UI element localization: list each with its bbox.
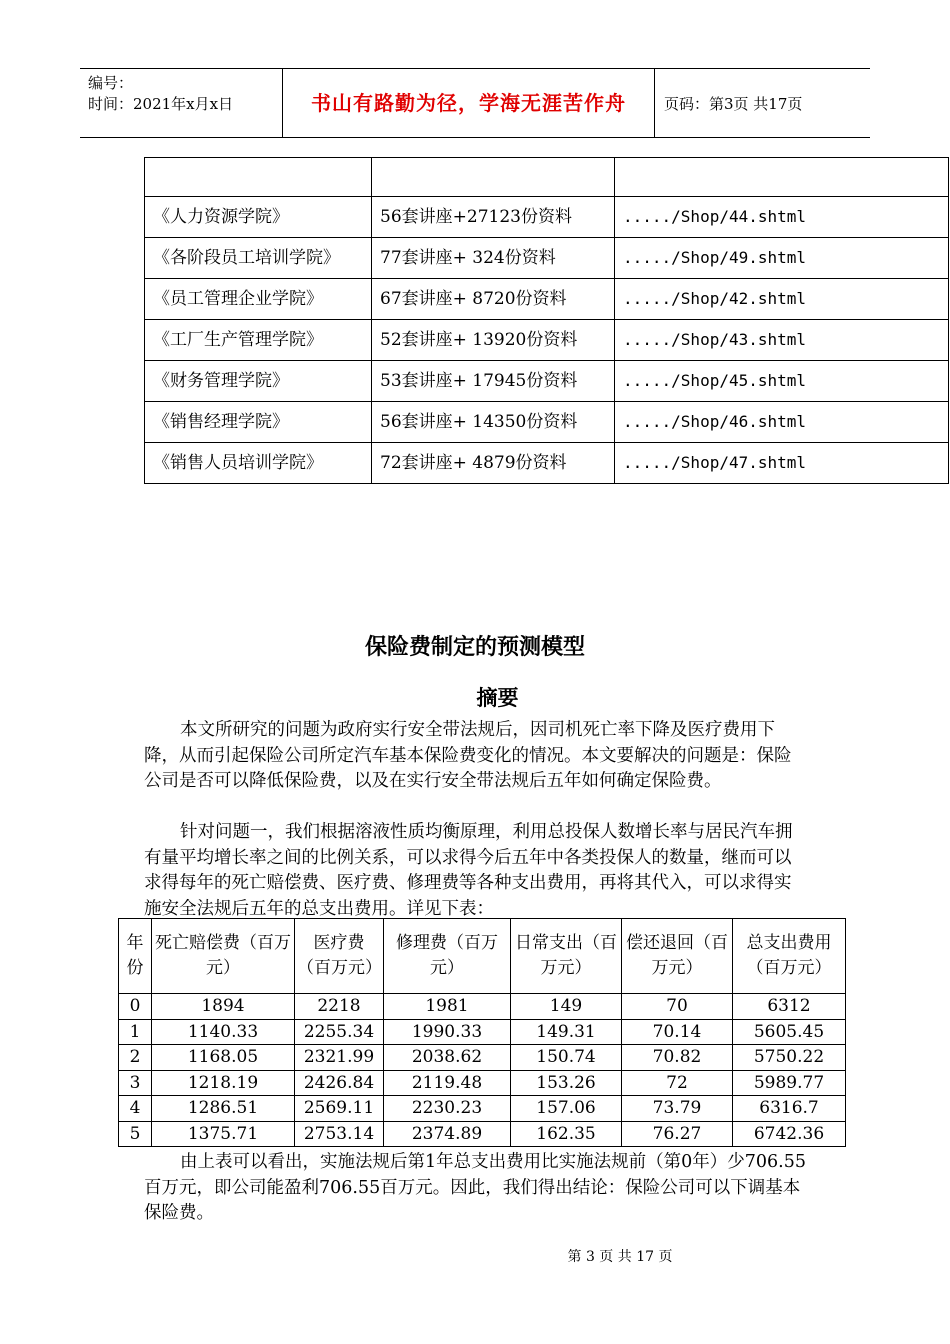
resource-name: 《销售人员培训学院》 [145,443,372,484]
table-cell: 5989.77 [733,1070,846,1096]
column-header: 死亡赔偿费（百万元） [152,919,295,994]
table-cell: 153.26 [511,1070,622,1096]
resource-count: 72套讲座+ 4879份资料 [372,443,615,484]
time-label: 时间：2021年x月x日 [88,95,234,113]
column-header: 偿还退回（百万元） [622,919,733,994]
document-title: 保险费制定的预测模型 [364,635,585,660]
resource-count: 52套讲座+ 13920份资料 [372,320,615,361]
header-motto: 书山有路勤为径，学海无涯苦作舟 [311,91,626,115]
table-row [145,279,949,320]
table-row [119,1019,846,1045]
resource-name: 《工厂生产管理学院》 [145,320,372,361]
column-header: 年份 [119,919,152,994]
column-header: 日常支出（百万元） [511,919,622,994]
table-cell: 2038.62 [384,1045,511,1071]
paragraph-conclusion: 由上表可以看出，实施法规后第1年总支出费用比实施法规前（第0年）少706.55百万元，即公司能盈利706.55百万元。因此，我们得出结论：保险公司可以下调基本保险费。 [144,1152,806,1223]
table-cell: 3 [119,1070,152,1096]
table-row [119,1045,846,1071]
table-cell: 1375.71 [152,1121,295,1147]
table-cell: 149 [511,994,622,1020]
resource-name: 《员工管理企业学院》 [145,279,372,320]
table-row [145,320,949,361]
table-row [145,197,949,238]
resource-name: 《各阶段员工培训学院》 [145,238,372,279]
table-row [119,994,846,1020]
resource-count: 53套讲座+ 17945份资料 [372,361,615,402]
table-cell: 6312 [733,994,846,1020]
table-cell: 2 [119,1045,152,1071]
resource-url[interactable]: ...../Shop/49.shtml [615,238,949,279]
resource-name: 《销售经理学院》 [145,402,372,443]
table-cell: 162.35 [511,1121,622,1147]
table-cell: 2569.11 [295,1096,384,1122]
table-cell: 0 [119,994,152,1020]
resource-url[interactable]: ...../Shop/42.shtml [615,279,949,320]
resource-table [144,157,949,484]
table-cell: 2374.89 [384,1121,511,1147]
cost-table [118,918,846,1147]
header-meta [88,73,233,115]
page-header [80,68,870,138]
table-row [119,1096,846,1122]
table-header-row [119,919,846,994]
table-cell: 70.14 [622,1019,733,1045]
column-header: 修理费（百万元） [384,919,511,994]
resource-name [145,158,372,197]
resource-url[interactable]: ...../Shop/45.shtml [615,361,949,402]
resource-count: 67套讲座+ 8720份资料 [372,279,615,320]
table-cell: 76.27 [622,1121,733,1147]
table-cell: 72 [622,1070,733,1096]
table-row [145,402,949,443]
table-row [145,238,949,279]
table-cell: 2753.14 [295,1121,384,1147]
table-cell: 2119.48 [384,1070,511,1096]
table-cell: 157.06 [511,1096,622,1122]
table-cell: 70 [622,994,733,1020]
resource-url[interactable]: ...../Shop/43.shtml [615,320,949,361]
table-cell: 2321.99 [295,1045,384,1071]
table-cell: 1 [119,1019,152,1045]
resource-url[interactable]: ...../Shop/47.shtml [615,443,949,484]
abstract-heading: 摘要 [476,686,519,710]
table-cell: 1286.51 [152,1096,295,1122]
table-cell: 6316.7 [733,1096,846,1122]
number-label: 编号： [88,74,134,92]
paragraph-problem-one: 针对问题一，我们根据溶液性质均衡原理，利用总投保人数增长率与居民汽车拥有量平均增长率之间的比例关系，可以求得今后五年中各类投保人的数量，继而可以求得每年的死亡赔偿费、医疗费、修理费等各种支出费用，再将其代入，可以求得实施安全法规后五年的总支出费用。详见下表： [144,822,793,919]
table-cell: 150.74 [511,1045,622,1071]
table-cell: 5605.45 [733,1019,846,1045]
table-cell: 2230.23 [384,1096,511,1122]
table-cell: 5 [119,1121,152,1147]
resource-url[interactable]: ...../Shop/44.shtml [615,197,949,238]
resource-url[interactable]: ...../Shop/46.shtml [615,402,949,443]
table-cell: 2218 [295,994,384,1020]
table-cell: 2426.84 [295,1070,384,1096]
table-cell: 6742.36 [733,1121,846,1147]
table-cell: 5750.22 [733,1045,846,1071]
table-cell: 4 [119,1096,152,1122]
resource-name: 《人力资源学院》 [145,197,372,238]
table-cell: 2255.34 [295,1019,384,1045]
table-cell: 1981 [384,994,511,1020]
column-header: 总支出费用（百万元） [733,919,846,994]
header-divider [654,69,655,137]
table-cell: 70.82 [622,1045,733,1071]
table-row [119,1070,846,1096]
page-footer: 第 3 页 共 17 页 [567,1249,673,1265]
resource-count: 77套讲座+ 324份资料 [372,238,615,279]
table-cell: 149.31 [511,1019,622,1045]
table-cell: 1140.33 [152,1019,295,1045]
table-row [119,1121,846,1147]
paragraph-intro: 本文所研究的问题为政府实行安全带法规后，因司机死亡率下降及医疗费用下降，从而引起保险公司所定汽车基本保险费变化的情况。本文要解决的问题是：保险公司是否可以降低保险费，以及在实行安全带法规后五年如何确定保险费。 [144,720,792,791]
column-header: 医疗费（百万元） [295,919,384,994]
table-cell: 1168.05 [152,1045,295,1071]
resource-count [372,158,615,197]
resource-count: 56套讲座+ 14350份资料 [372,402,615,443]
table-row [145,361,949,402]
header-page-info: 页码：第3页 共17页 [664,95,803,113]
table-cell: 1894 [152,994,295,1020]
resource-count: 56套讲座+27123份资料 [372,197,615,238]
resource-url [615,158,949,197]
resource-name: 《财务管理学院》 [145,361,372,402]
table-cell: 73.79 [622,1096,733,1122]
table-row [145,443,949,484]
table-row [145,158,949,197]
table-cell: 1218.19 [152,1070,295,1096]
table-cell: 1990.33 [384,1019,511,1045]
